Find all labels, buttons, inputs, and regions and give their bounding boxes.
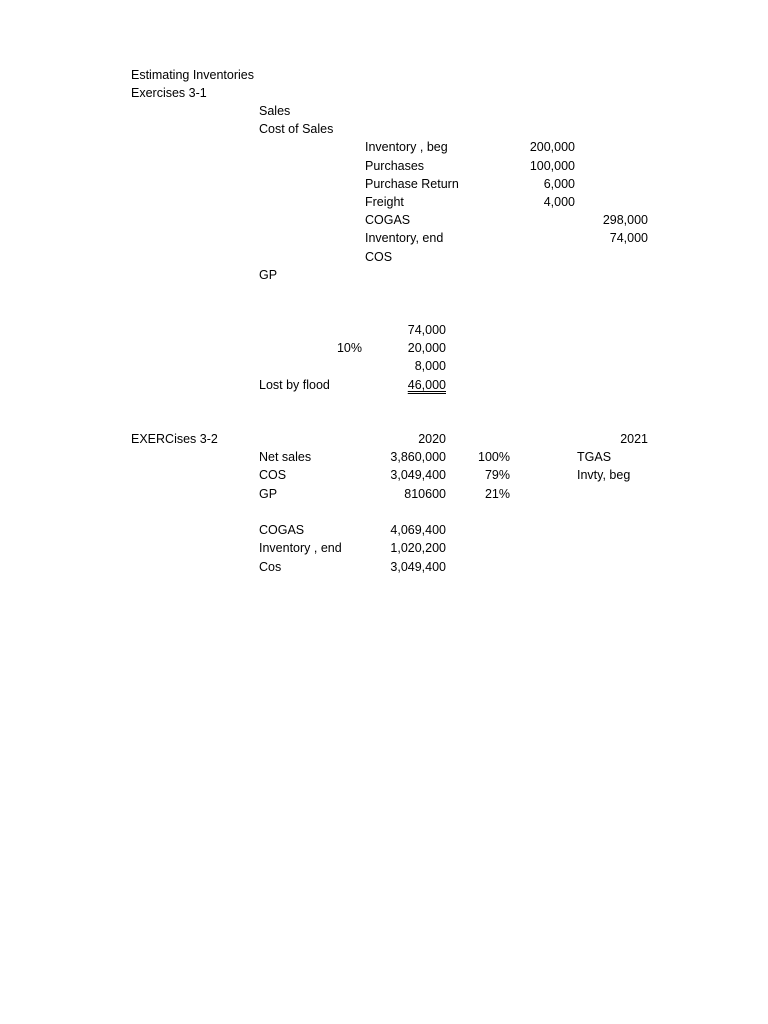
purchases-label: Purchases (365, 159, 425, 173)
gp-2020-label: GP (259, 487, 278, 501)
inventory-end-label: Inventory, end (365, 231, 444, 245)
gp-label: GP (259, 268, 278, 282)
gp-2020-percent: 21% (484, 487, 510, 501)
net-sales-label: Net sales (259, 450, 312, 464)
inventory-end-2020-label: Inventory , end (259, 541, 342, 555)
cos-final-value: 3,049,400 (390, 560, 446, 574)
purchase-return-value: 6,000 (543, 177, 575, 191)
calc-value-3: 8,000 (414, 359, 446, 373)
exercise-3-2-heading: EXERCises 3-2 (131, 432, 218, 446)
cost-of-sales-label: Cost of Sales (259, 122, 334, 136)
document-title: Estimating Inventories (131, 68, 254, 82)
calc-percent: 10% (336, 341, 362, 355)
cos-final-label: Cos (259, 560, 282, 574)
inventory-end-2020-value: 1,020,200 (390, 541, 446, 555)
net-sales-percent: 100% (478, 450, 510, 464)
cos-2020-label: COS (259, 468, 287, 482)
lost-by-flood-value (346, 377, 446, 393)
gp-2020-value: 810600 (404, 487, 446, 501)
exercise-3-1-heading: Exercises 3-1 (131, 86, 207, 100)
purchases-value: 100,000 (529, 159, 575, 173)
cogas-2020-value: 4,069,400 (390, 523, 446, 537)
lost-by-flood-label: Lost by flood (259, 378, 330, 392)
cos-2020-value: 3,049,400 (390, 468, 446, 482)
sales-label: Sales (259, 104, 291, 118)
cos-label: COS (365, 250, 393, 264)
invty-beg-label: Invty, beg (577, 468, 631, 482)
freight-label: Freight (365, 195, 404, 209)
lost-by-flood-amount: 46,000 (407, 378, 446, 392)
purchase-return-label: Purchase Return (365, 177, 459, 191)
cogas-2020-label: COGAS (259, 523, 305, 537)
year-2020-header: 2020 (418, 432, 446, 446)
cogas-value: 298,000 (602, 213, 648, 227)
inventory-end-value: 74,000 (609, 231, 648, 245)
inventory-beg-label: Inventory , beg (365, 140, 448, 154)
net-sales-value: 3,860,000 (390, 450, 446, 464)
freight-value: 4,000 (543, 195, 575, 209)
cos-2020-percent: 79% (484, 468, 510, 482)
cogas-label: COGAS (365, 213, 411, 227)
inventory-beg-value: 200,000 (529, 140, 575, 154)
tgas-label: TGAS (577, 450, 612, 464)
year-2021-header: 2021 (620, 432, 648, 446)
calc-value-1: 74,000 (407, 323, 446, 337)
calc-value-2: 20,000 (407, 341, 446, 355)
